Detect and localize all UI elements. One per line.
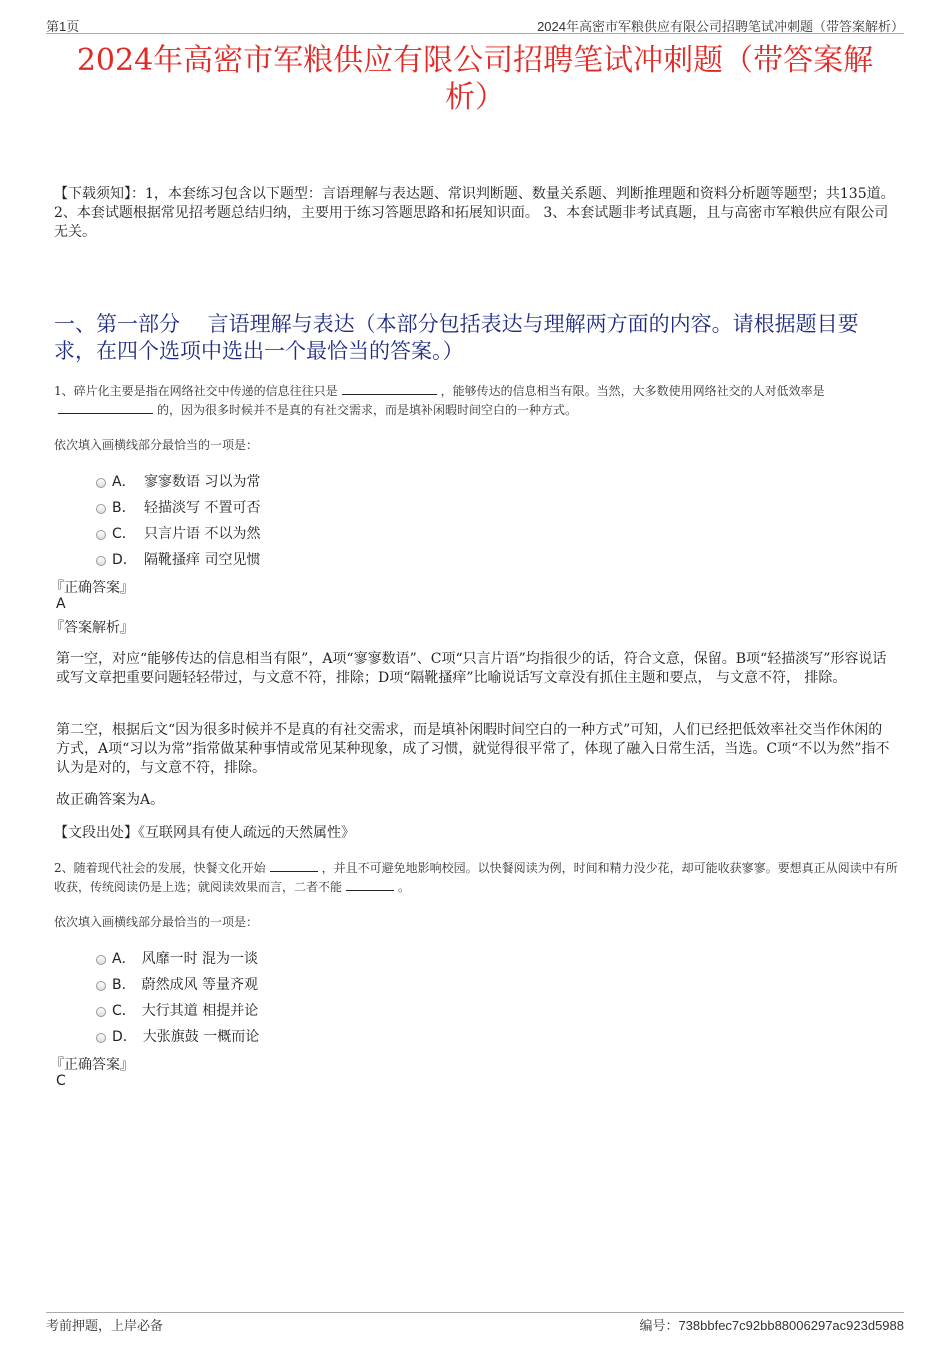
option-key: A． [112, 951, 136, 967]
question-2-text [54, 859, 900, 897]
blank [346, 879, 394, 891]
question-1-prompt: 依次填入画横线部分最恰当的一项是： [54, 438, 259, 452]
option-key: A． [112, 474, 136, 490]
footer-slogan: 考前押题，上岸必备 [46, 1318, 164, 1333]
analysis-paragraph: 第一空，对应“能够传达的信息相当有限”，A项“寥寥数语”、C项“只言片语”均指很少的话，符合文意，保留。B项“轻描淡写”形容说话或写文章把重要问题轻轻带过，与文意不符，排除；D项“隔靴搔痒”比喻说话写文章没有抓住主题和要点， 与文意不符， 排除。 [56, 651, 887, 686]
correct-answer-label: 『正确答案』 [50, 580, 134, 596]
question-1-text [54, 382, 900, 420]
q-text: ，能够传达的信息相当有限。当然，大多数使用网络社交的人对低效率是 [440, 384, 825, 398]
option-a[interactable] [96, 948, 258, 968]
q-text: 1、碎片化主要是指在网络社交中传递的信息往往只是 [54, 384, 338, 398]
blank [58, 402, 153, 414]
option-c[interactable] [96, 523, 260, 543]
option-key: D． [112, 1029, 137, 1045]
option-text: 隔靴搔痒 司空见惯 [144, 552, 261, 568]
radio-icon[interactable] [96, 1007, 106, 1017]
option-text: 蔚然成风 等量齐观 [141, 977, 259, 993]
radio-icon[interactable] [96, 981, 106, 991]
option-key: B． [112, 500, 136, 516]
option-text: 轻描淡写 不置可否 [144, 500, 261, 516]
page-header [46, 14, 904, 34]
radio-icon[interactable] [96, 1033, 106, 1043]
option-d[interactable] [96, 1026, 259, 1046]
option-c[interactable] [96, 1000, 258, 1020]
option-text: 大张旗鼓 一概而论 [142, 1029, 260, 1045]
q-text: ，并且不可避免地影响校园。以快餐阅读为例，时间和精力没少花，却可能收获寥寥。要想真正从阅读中有所收获，传统阅读仍是上选；就阅读效果而言，二者不能 [54, 861, 898, 894]
analysis-label: 『答案解析』 [50, 620, 134, 636]
blank [270, 860, 318, 872]
option-key: D． [112, 552, 137, 568]
radio-icon[interactable] [96, 955, 106, 965]
correct-answer: A [56, 596, 66, 612]
option-text: 只言片语 不以为然 [144, 526, 261, 542]
radio-icon[interactable] [96, 504, 106, 514]
analysis-conclusion: 故正确答案为A。 [56, 792, 165, 808]
correct-answer: C [56, 1073, 66, 1089]
page-footer [46, 1312, 904, 1333]
q-text: 2、随着现代社会的发展，快餐文化开始 [54, 861, 266, 875]
question-2-prompt: 依次填入画横线部分最恰当的一项是： [54, 915, 259, 929]
analysis-paragraph: 第二空，根据后文“因为很多时候并不是真的有社交需求，而是填补闲暇时间空白的一种方式”可知，人们已经把低效率社交当作休闲的方式，A项“习以为常”指常做某种事情或常见某种现象，成了习惯，就觉得很平常了，体现了融入日常生活，当选。C项“不以为然”指不认为是对的，与文意不符，排除。 [56, 722, 890, 776]
option-text: 大行其道 相提并论 [141, 1003, 259, 1019]
footer-serial: 编号：738bbfec7c92bb88006297ac923d5988 [639, 1318, 904, 1333]
option-b[interactable] [96, 974, 258, 994]
radio-icon[interactable] [96, 530, 106, 540]
document-title: 2024年高密市军粮供应有限公司招聘笔试冲刺题（带答案解析） [76, 43, 874, 115]
option-d[interactable] [96, 549, 260, 569]
option-b[interactable] [96, 497, 260, 517]
radio-icon[interactable] [96, 556, 106, 566]
option-key: B． [112, 977, 136, 993]
section-heading: 一、第一部分 言语理解与表达（本部分包括表达与理解两方面的内容。请根据题目要求，在四个选项中选出一个最恰当的答案。） [54, 312, 859, 363]
option-a[interactable] [96, 471, 260, 491]
q-text: 的，因为很多时候并不是真的有社交需求，而是填补闲暇时间空白的一种方式。 [157, 403, 578, 417]
q-text: 。 [398, 880, 411, 894]
radio-icon[interactable] [96, 478, 106, 488]
page-number: 第1页 [46, 19, 80, 34]
blank [342, 383, 437, 395]
source-citation: 【文段出处】《互联网具有使人疏远的天然属性》 [54, 825, 355, 841]
correct-answer-label: 『正确答案』 [50, 1057, 134, 1073]
download-notice: 【下载须知】：1，本套练习包含以下题型：言语理解与表达题、常识判断题、数量关系题、判断推理题和资料分析题等题型；共135道。 2、本套试题根据常见招考题总结归纳，主要用于练习答题思路和拓展知识面。 3、本套试题非考试真题，且与高密市军粮供应有限公司无关。 [54, 186, 895, 240]
header-doc-title: 2024年高密市军粮供应有限公司招聘笔试冲刺题（带答案解析） [537, 19, 904, 34]
option-text: 寥寥数语 习以为常 [144, 474, 261, 490]
option-key: C． [112, 526, 136, 542]
option-key: C． [112, 1003, 136, 1019]
option-text: 风靡一时 混为一谈 [141, 951, 259, 967]
